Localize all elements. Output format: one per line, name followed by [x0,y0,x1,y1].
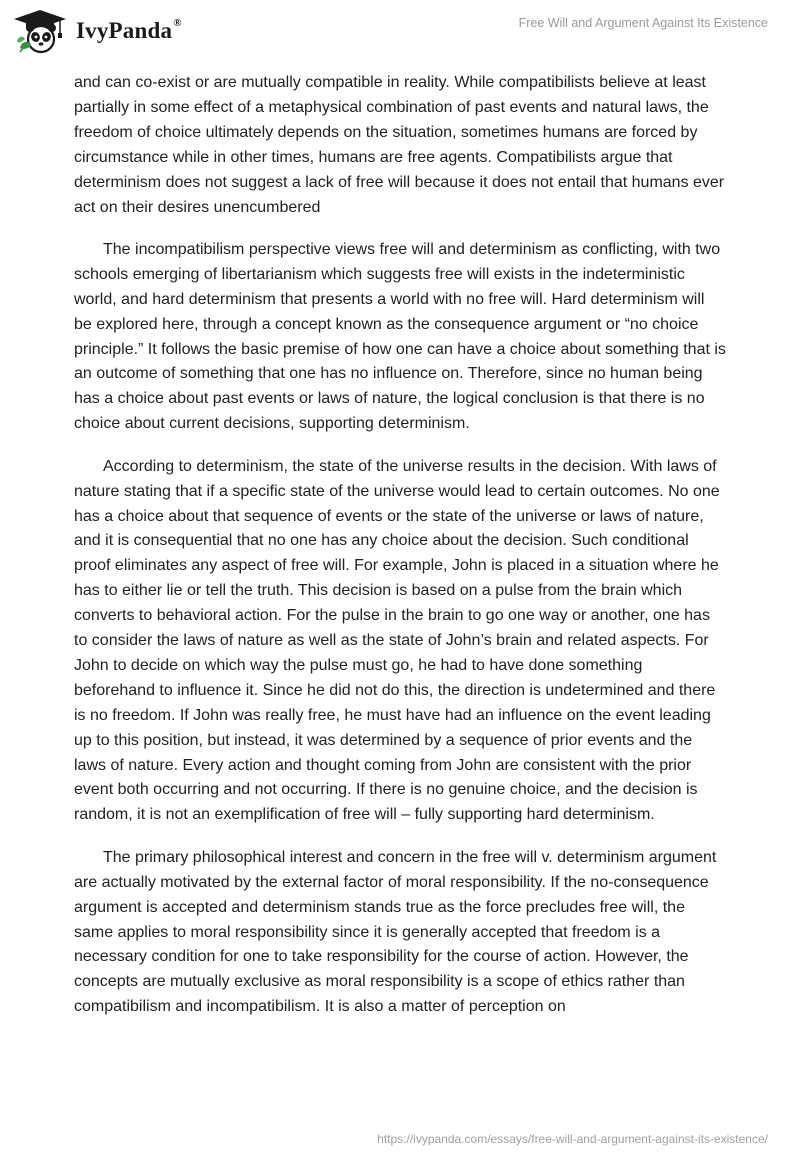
paragraph-4: The primary philosophical interest and concern in the free will v. determinism argument are actually motivated by the external factor of moral responsibility. If the no-consequence argument is accepted and determinism stands true as the force precludes free will, the same applies to moral responsibility since it is generally accepted that freedom is a necessary condition for one to take responsibility for the course of action. However, the concepts are mutually exclusive as moral responsibility is a scope of ethics rather than compatibilism and incompatibilism. It is also a matter of perception on [74,848,717,1016]
paragraph-3: According to determinism, the state of the universe results in the decision. With laws of nature stating that if a specific state of the universe would lead to certain outcomes. No one has a choice about that sequence of events or the state of the universe or laws of nature, and it is consequential that no one has any choice about the decision. Such conditional proof eliminates any aspect of free will. For example, John is placed in a situation where he has to either lie or tell the truth. This decision is based on a pulse from the brain which converts to behavioral action. For the pulse in the brain to go one way or another, one has to consider the laws of nature as well as the state of John’s brain and related aspects. For John to decide on which way the pulse must go, he had to have done something beforehand to influence it. Since he did not do this, the direction is undetermined and there is no freedom. If John was really free, he must have had an influence on the event leading up to this position, but instead, it was determined by a sequence of prior events and the laws of nature. Every action and thought coming from John are consistent with the prior event both occurring and not occurring. If there is no genuine choice, and the decision is random, it is not an exemplification of free will – fully supporting hard determinism. [74,457,720,824]
brand-name [76,18,182,44]
document-title: Free Will and Argument Against Its Existence [518,16,768,30]
ivypanda-logo[interactable] [14,8,182,54]
essay-body [74,71,726,1038]
paragraph-2: The incompatibilism perspective views free will and determinism as conflicting, with two schools emerging of libertarianism which suggests free will exists in the indeterministic world, and hard determinism that presents a world with no free will. Hard determinism will be explored here, through a concept known as the consequence argument or “no choice principle.” It follows the basic premise of how one can have a choice about something that is an outcome of something that one has no influence on. Therefore, since no human being has a choice about past events or laws of nature, the logical conclusion is that there is no choice about current decisions, supporting determinism. [74,240,726,433]
page-header [0,0,800,64]
panda-graduate-icon [14,8,70,54]
brand-name-text: IvyPanda [76,18,173,43]
registered-mark: ® [173,17,182,30]
paragraph-1: and can co-exist or are mutually compatible in reality. While compatibilists believe at least partially in some effect of a metaphysical combination of past events and natural laws, the freedom of choice ultimately depends on the situation, sometimes humans are forced by circumstance while in other times, humans are free agents. Compatibilists argue that determinism does not suggest a lack of free will because it does not entail that humans ever act on their desires unencumbered [74,74,725,216]
source-url[interactable]: https://ivypanda.com/essays/free-will-and-argument-against-its-existence/ [377,1132,768,1146]
